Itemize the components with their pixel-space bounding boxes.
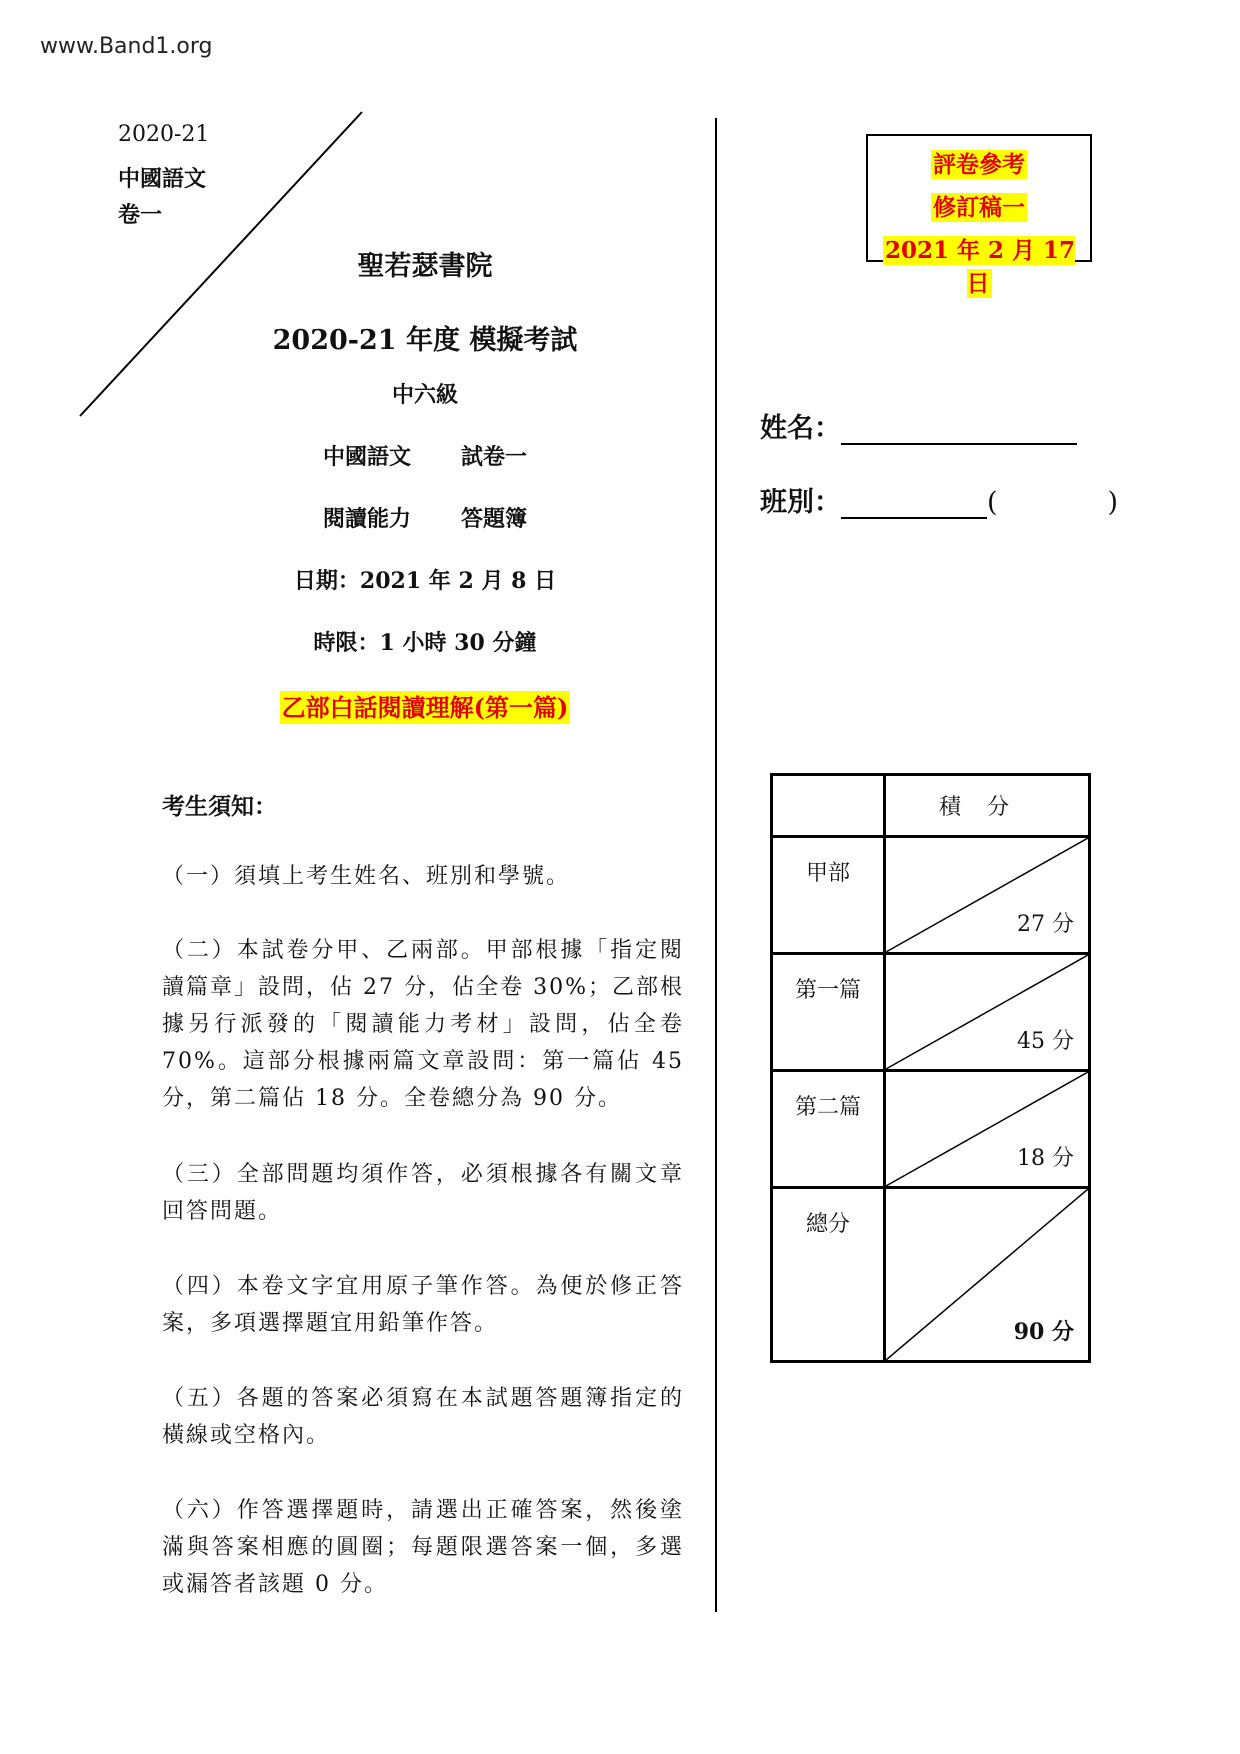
score-row-label: 甲部 — [772, 837, 885, 954]
subject-name: 中國語文 — [322, 444, 411, 470]
class-label: 班別： — [760, 487, 841, 518]
form-level: 中六級 — [391, 382, 458, 408]
score-points: 27 分 — [1017, 912, 1074, 937]
instruction-item: （二）本試卷分甲、乙兩部。甲部根據「指定閱讀篇章」設問，佔 27 分，佔全卷 30%；乙部根據另行派發的「閱讀能力考材」設問，佔全卷 70%。這部分根據兩篇文章設問：第一篇佔 45 分，第二篇佔 18 分。全卷總分為 90 分。 — [162, 938, 684, 1111]
section-wrap — [160, 688, 690, 723]
paper-name: 試卷一 — [461, 444, 528, 470]
student-name-row — [760, 406, 1077, 445]
instruction-item: （一）須填上考生姓名、班別和學號。 — [162, 864, 571, 889]
score-row — [772, 837, 1090, 954]
instruction-item: （五）各題的答案必須寫在本試題答題簿指定的橫線或空格內。 — [162, 1386, 684, 1448]
name-field[interactable] — [841, 415, 1077, 445]
score-row — [772, 954, 1090, 1071]
exam-time-limit: 時限：1 小時 30 分鐘 — [313, 630, 537, 656]
diagonal-corner-line — [0, 0, 420, 440]
score-row-label: 第二篇 — [772, 1071, 885, 1188]
score-table — [770, 773, 1091, 1363]
score-cell[interactable] — [885, 954, 1090, 1071]
paren-close: ) — [1107, 487, 1119, 518]
score-points: 45 分 — [1017, 1029, 1074, 1054]
notice-line-2: 修訂稿一 — [933, 194, 1025, 221]
score-points-total: 90 分 — [1013, 1319, 1074, 1345]
score-row-label: 總分 — [772, 1188, 885, 1362]
part-name: 閱讀能力 — [322, 506, 411, 532]
booklet-name: 答題簿 — [461, 506, 528, 532]
score-cell[interactable] — [885, 837, 1090, 954]
score-cell[interactable] — [885, 1071, 1090, 1188]
instruction-item: （四）本卷文字宜用原子筆作答。為便於修正答案，多項選擇題宜用鉛筆作答。 — [162, 1274, 684, 1336]
instruction-item: （六）作答選擇題時，請選出正確答案，然後塗滿與答案相應的圓圈；每題限選答案一個，多選或漏答者該題 0 分。 — [162, 1498, 684, 1597]
school-name: 聖若瑟書院 — [357, 251, 493, 282]
name-label: 姓名： — [760, 413, 841, 444]
score-row-total — [772, 1188, 1090, 1362]
corner-subject: 中國語文 — [118, 166, 207, 192]
score-row-label: 第一篇 — [772, 954, 885, 1071]
score-table-header: 積分 — [885, 775, 1090, 837]
instruction-item: （三）全部問題均須作答，必須根據各有關文章回答問題。 — [162, 1162, 684, 1224]
score-cell-total[interactable] — [885, 1188, 1090, 1362]
score-table-header-row — [772, 775, 1090, 837]
part-row — [160, 502, 690, 533]
corner-year: 2020-21 — [118, 122, 210, 147]
notice-line-3: 2021 年 2 月 17 日 — [884, 237, 1076, 297]
exam-title: 2020-21 年度 模擬考試 — [272, 325, 578, 356]
corner-paper: 卷一 — [118, 202, 163, 228]
watermark: www.Band1.org — [40, 34, 213, 59]
score-points: 18 分 — [1017, 1146, 1074, 1171]
score-row — [772, 1071, 1090, 1188]
class-field[interactable] — [841, 489, 987, 519]
paren-open: ( — [987, 487, 998, 518]
section-tag: 乙部白話閱讀理解(第一篇) — [281, 693, 569, 722]
exam-date: 日期：2021 年 2 月 8 日 — [293, 568, 557, 594]
vertical-divider — [715, 118, 717, 1612]
marking-notice-box — [866, 134, 1092, 297]
student-class-row — [760, 480, 1118, 519]
score-table-corner — [772, 775, 885, 837]
notice-line-1: 評卷參考 — [933, 151, 1025, 178]
instructions-title: 考生須知： — [162, 793, 277, 820]
subject-row — [160, 440, 690, 471]
